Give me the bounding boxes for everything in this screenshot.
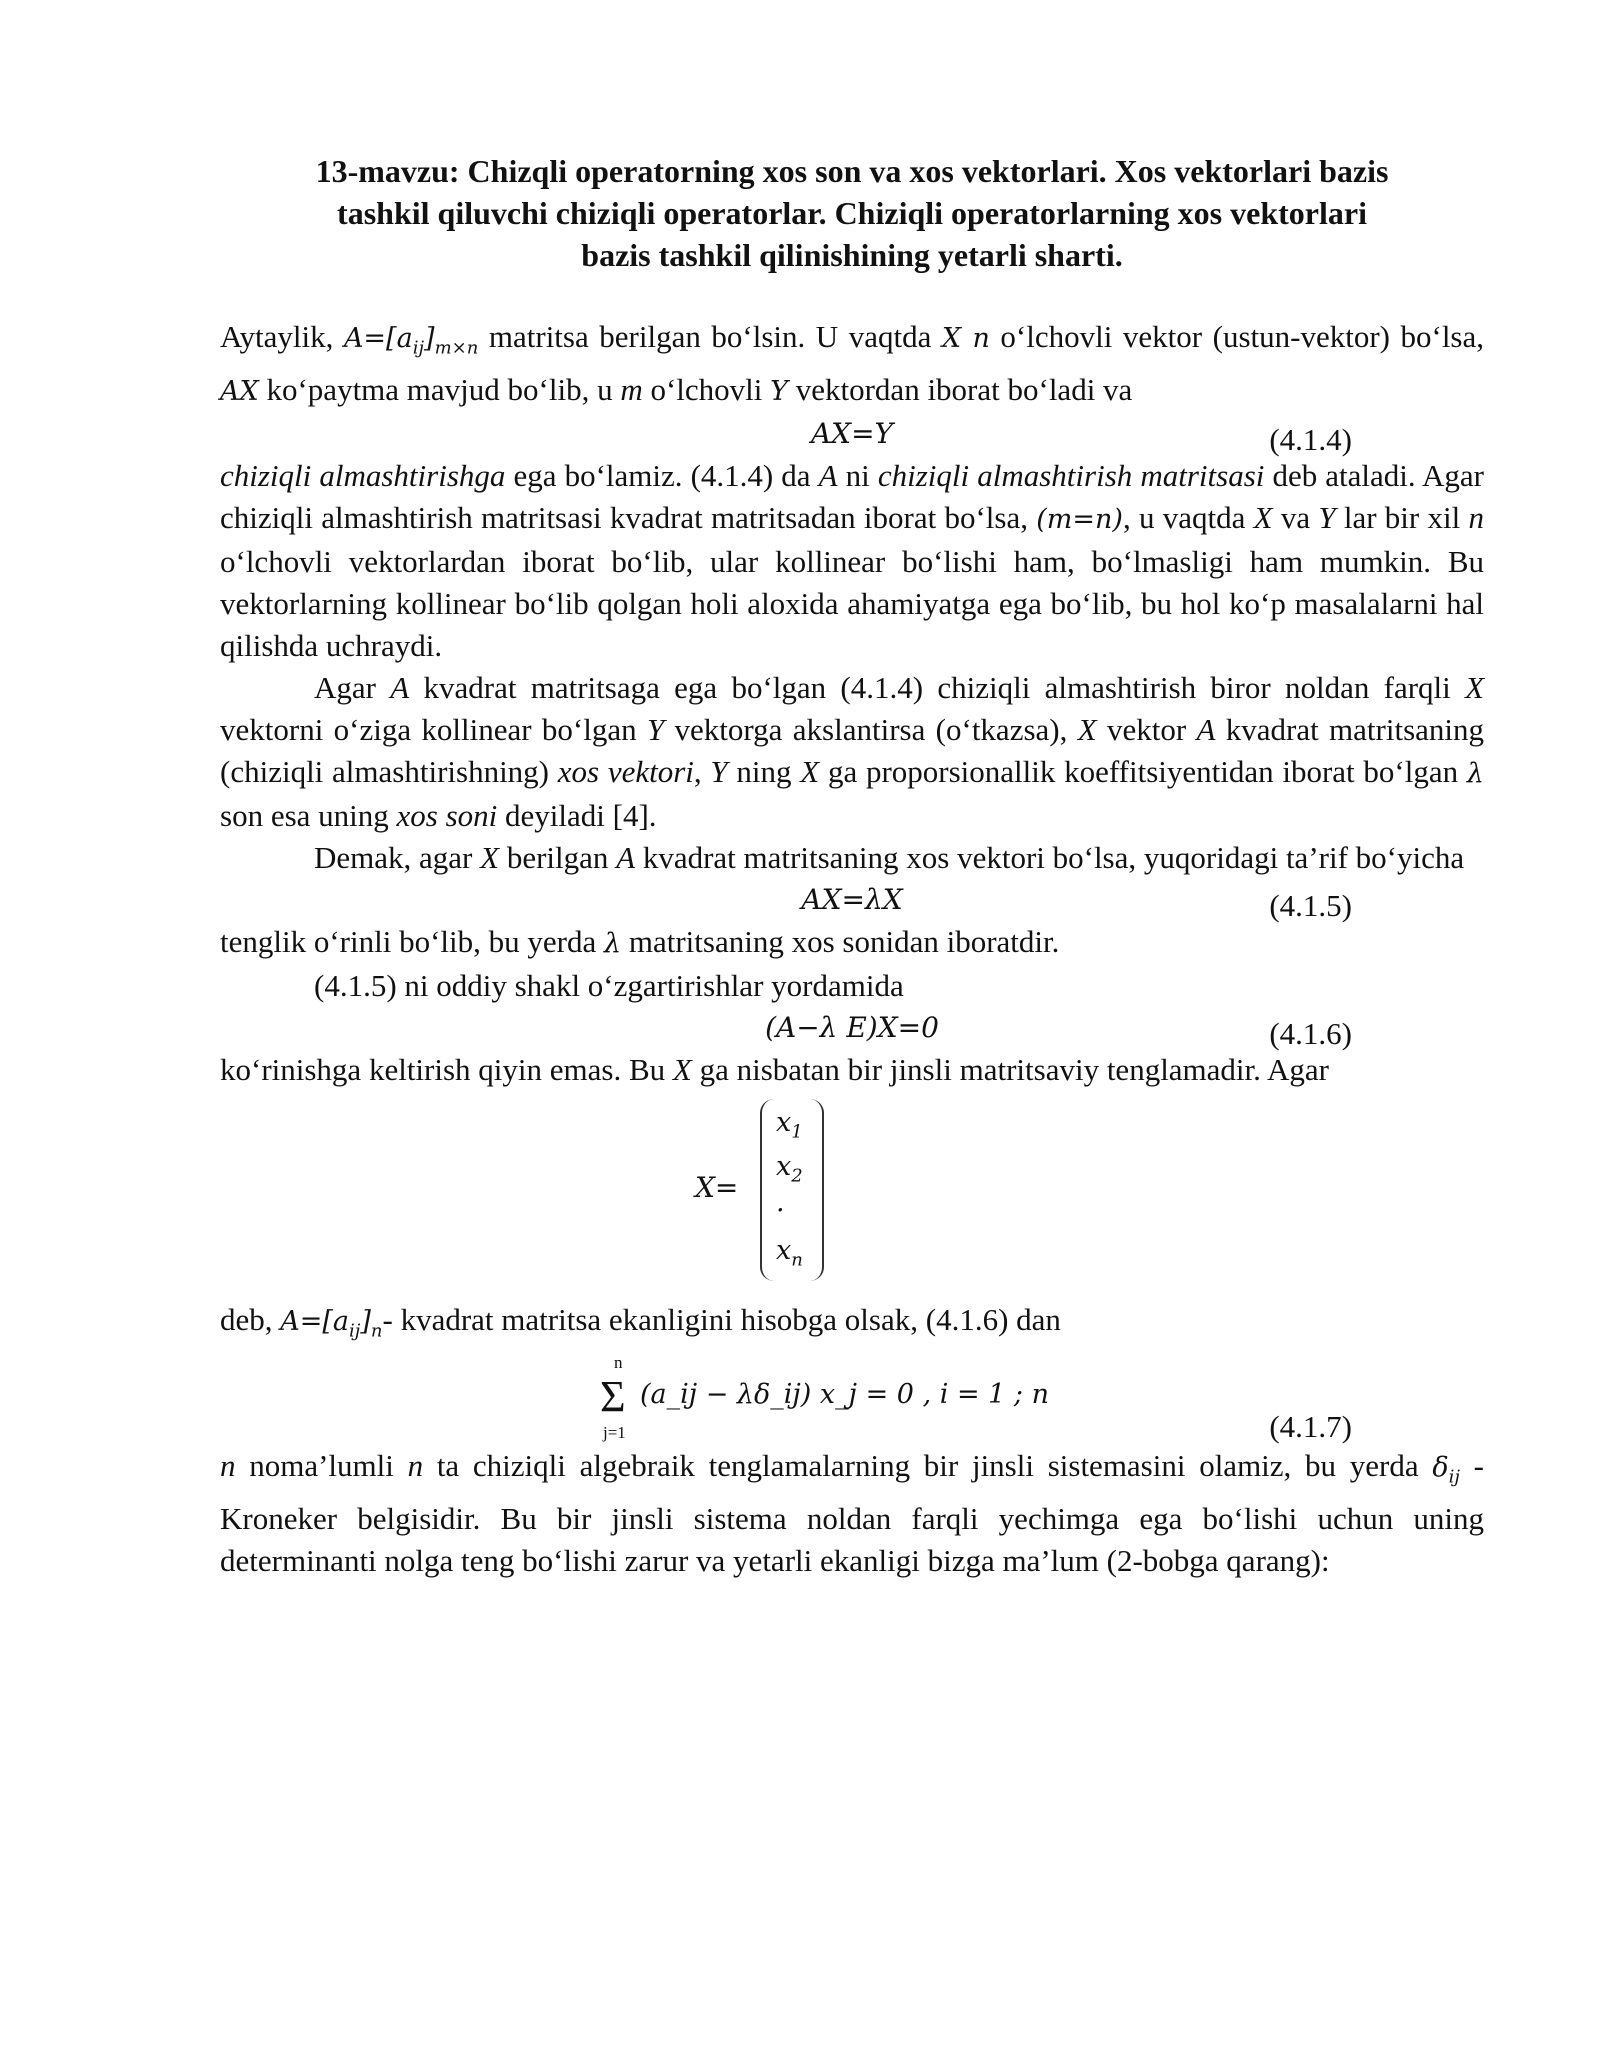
vector-entry-2: $x_2$ [776,1151,803,1187]
math-matrix-a-square: $A=[a_{ij}]_n$ [280,1306,383,1342]
equation-4-1-7 [220,1353,1484,1445]
paragraph-2: chiziqli almashtirishga ega bo‘lamiz. (4.1.4) da A ni chiziqli almashtirish matritsasi deb ataladi. Agar chiziqli almashtirish matritsasi kvadrat matritsadan iborat bo‘lsa, (m=n), u vaqtda X va Y lar bir xil n o‘lchovli vektorlardan iborat bo‘lib, ular kollinear bo‘lishi ham, bo‘lmasligi ham mumkin. Bu vektorlarning kollinear bo‘lib qolgan holi aloxida ahamiyatga ega bo‘lib, bu hol ko‘p masalalarni hal qilishda uchraydi. [220,458,1484,664]
equation-number: (4.1.5) [1269,888,1352,924]
paragraph-7: ko‘rinishga keltirish qiyin emas. Bu X ga nisbatan bir jinsli matritsaviy tenglamadir. Agar [220,1052,1329,1088]
equation-number: (4.1.7) [1269,1408,1352,1444]
math-matrix-a: $A=[a_{ij}]_{m\times n}$ [343,323,479,359]
equation-4-1-4 [220,413,1484,458]
equation-formula: (A−λ E)X=0 [765,1011,939,1045]
vector-entry-1: $x_1$ [776,1107,803,1143]
paragraph-3: Agar A kvadrat matritsaga ega bo‘lgan (4.1.4) chiziqli almashtirish biror noldan farqli X vektorni o‘ziga kollinear bo‘lgan Y vektorga akslantirsa (o‘tkazsa), X vektor A kvadrat matritsaning (chiziqli almashtirishning) xos vektori, Y ning X ga proporsionallik koeffitsiyentidan iborat bo‘lgan λ son esa uning xos soni deyiladi [4]. [220,670,1485,834]
sum-lower-limit: j=1 [603,1422,626,1442]
sum-upper-limit: n [614,1352,623,1372]
paragraph-9: n noma’lumli n ta chiziqli algebraik tenglamalarning bir jinsli sistemasini olamiz, bu yerda $\delta_{ij}$ - Kroneker belgisidir. Bu bir jinsli sistema noldan farqli yechimga ega bo‘lishi uchun uning determinanti nolga teng bo‘lishi zarur va yetarli ekanligi bizga ma’lum (2-bobga qarang): [220,1447,1484,1579]
vector-dots: · [776,1195,785,1227]
document-page [220,150,1484,1582]
equation-formula: AX=λX [801,883,903,917]
sum-body: (a_ij − λδ_ij) x_j = 0 , i = 1 ; n [640,1378,1049,1410]
title-line-2: tashkil qiluvchi chiziqli operatorlar. Chiziqli operatorlarning xos vektorlari [337,195,1367,231]
paragraph-1: Aytaylik, $A=[a_{ij}]_{m\times n}$ matritsa berilgan bo‘lsin. U vaqtda X n o‘lchovli vektor (ustun-vektor) bo‘lsa, AX ko‘paytma mavjud bo‘lib, u m o‘lchovli Y vektordan iborat bo‘ladi va [220,319,1485,408]
page-title [220,150,1484,276]
equation-4-1-6 [220,1007,1484,1052]
equation-formula: AX=Y [810,417,894,451]
paragraph-8: deb, $A=[a_{ij}]_n-$ kvadrat matritsa ekanligini hisobga olsak, (4.1.6) dan [220,1302,1061,1342]
vector-parentheses [760,1099,824,1281]
title-line-3: bazis tashkil qilinishining yetarli sharti. [581,237,1123,273]
vector-lhs: X= [695,1171,739,1205]
paragraph-4: Demak, agar X berilgan A kvadrat matritsaning xos vektori bo‘lsa, yuqoridagi ta’rif bo‘yicha [314,840,1465,876]
paragraph-6: (4.1.5) ni oddiy shakl o‘zgartirishlar yordamida [314,968,904,1004]
paragraph-5: tenglik o‘rinli bo‘lib, bu yerda λ matritsaning xos sonidan iboratdir. [220,924,1060,960]
equation-4-1-5 [220,879,1484,924]
equation-number: (4.1.6) [1269,1016,1352,1052]
equation-number: (4.1.4) [1269,422,1352,458]
sum-sign: Σ [600,1371,626,1421]
title-line-1: 13-mavzu: Chizqli operatorning xos son va xos vektorlari. Xos vektorlari bazis [315,153,1389,189]
vector-entry-n: $x_n$ [776,1235,803,1271]
column-vector-x [220,1099,1484,1289]
math-kronecker-delta: $\delta_{ij}$ [1432,1451,1460,1488]
